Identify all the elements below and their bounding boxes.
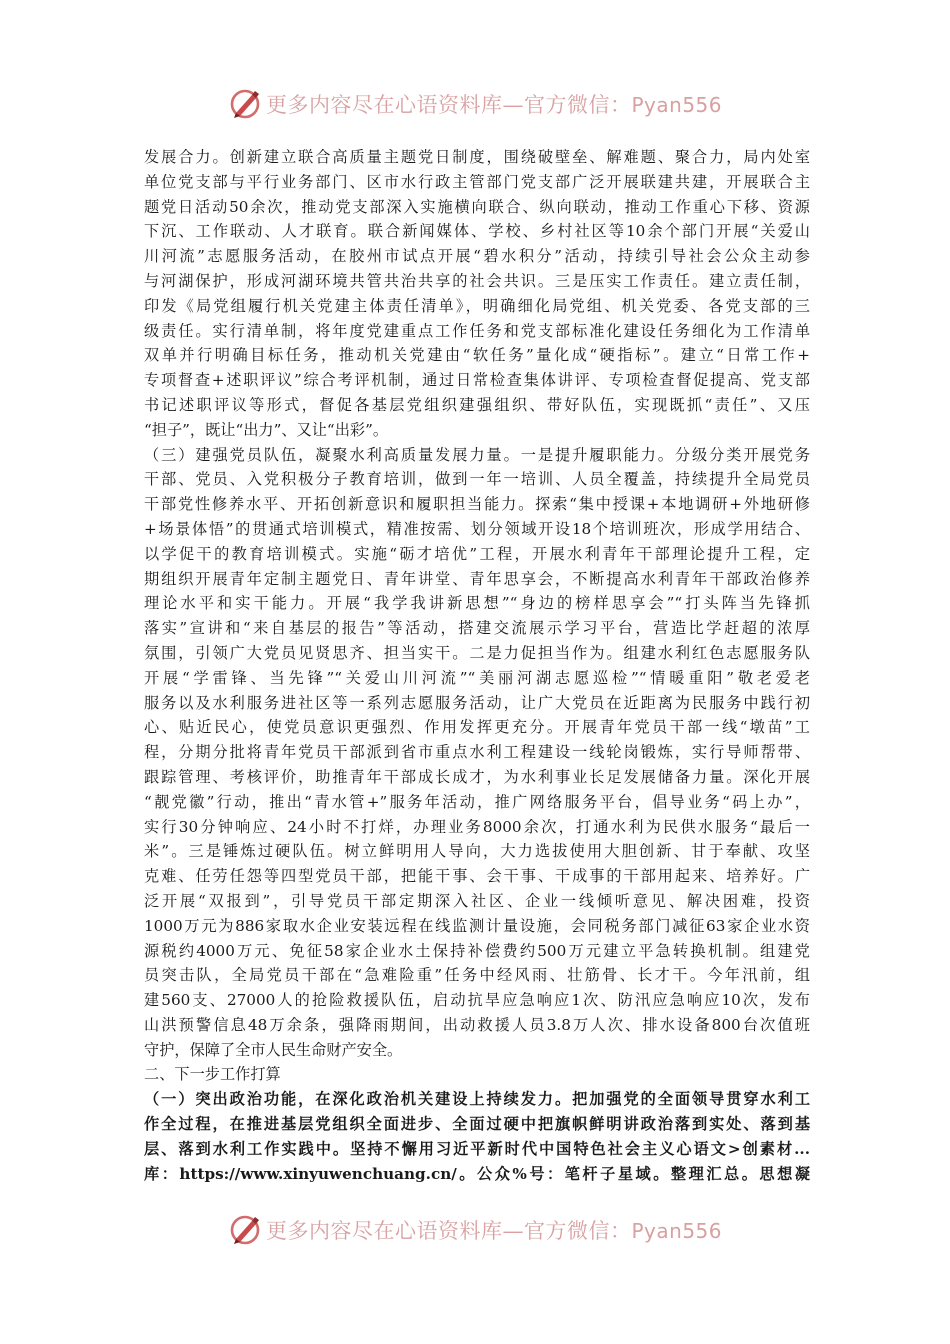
watermark-contact: Pyan556 [631,1219,722,1243]
text-line: 程，分期分批将青年党员干部派到省市重点水利工程建设一线轮岗锻炼，实行导师帮带、 [144,743,810,762]
text-line: 发展合力。创新建立联合高质量主题党日制度，围绕破壁垒、解难题、聚合力，局内处室 [144,148,810,166]
text-line: 作全过程，在推进基层党组织全面进步、全面过硬中把旗帜鲜明讲政治落到实处、落到基 [144,1115,810,1134]
text-line: 源税约4000万元、免征58家企业水土保持补偿费约500万元建立平急转换机制。组建党 [144,941,810,960]
text-line: 级责任。实行清单制，将年度党建重点工作任务和党支部标准化建设任务细化为工作清单 [144,321,810,340]
text-line: 守护，保障了全市人民生命财产安全。 [144,1040,403,1059]
text-line: 泛开展“双报到”，引导党员干部定期深入社区、企业一线倾听意见、解决困难，投资 [144,891,810,910]
text-line: 氛围，引领广大党员见贤思齐、担当实干。二是力促担当作为。组建水利红色志愿服务队 [144,643,810,662]
text-line: 层、落到水利工作实践中。坚持不懈用习近平新时代中国特色社会主义心语文>创素材... [144,1139,810,1158]
text-line: 山洪预警信息48万余条，强降雨期间，出动救援人员3.8万人次、排水设备800台次值班 [144,1015,810,1034]
text-line: 心、贴近民心，使党员意识更强烈、作用发挥更充分。开展青年党员干部一线“墩苗”工 [144,718,810,737]
text-line: +场景体悟”的贯通式培训模式，精准按需、划分领域开设18个培训班次，形成学用结合、 [144,519,810,538]
text-line: （一）突出政治功能，在深化政治机关建设上持续发力。把加强党的全面领导贯穿水利工 [144,1090,810,1109]
pen-logo-icon [228,1213,262,1247]
text-line: 落实”宣讲和“来自基层的报告”等活动，搭建交流展示学习平台，营造比学赶超的浓厚 [144,619,810,638]
text-line: 员突击队，全局党员干部在“急难险重”任务中经风雨、壮筋骨、长才干。今年汛前，组 [144,966,810,985]
text-line: 1000万元为886家取水企业安装远程在线监测计量设施，会同税务部门减征63家企业水资 [144,916,810,935]
text-line: 印发《局党组履行机关党建主体责任清单》，明确细化局党组、机关党委、各党支部的三 [144,296,810,315]
text-line: 单位党支部与平行业务部门、区市水行政主管部门党支部广泛开展联建共建，开展联合主 [144,172,810,191]
watermark-text: 更多内容尽在心语资料库—官方微信：Pyan556 [265,93,722,117]
watermark-banner-bottom [0,1208,950,1252]
text-line: 干部、党员、入党积极分子教育培训，做到一年一培训、人员全覆盖，持续提升全局党员 [144,470,810,489]
text-line: 干部党性修养水平、开拓创新意识和履职担当能力。探索“集中授课+本地调研+外地研修 [144,495,810,514]
text-line: 以学促干的教育培训模式。实施“砺才培优”工程，开展水利青年干部理论提升工程，定 [144,544,810,563]
text-line: 川河流”志愿服务活动，在胶州市试点开展“碧水积分”活动，持续引导社会公众主动参 [144,247,810,266]
text-line: 实行30分钟响应、24小时不打烊，办理业务8000余次，打通水利为民供水服务“最后一 [144,817,810,836]
watermark-text: 更多内容尽在心语资料库—官方微信：Pyan556 [265,1219,722,1243]
text-line: 开展“学雷锋、当先锋”“关爱山川河流”“美丽河湖志愿巡检”“情暖重阳”敬老爱老 [144,668,810,687]
text-line: 克难、任劳任怨等四型党员干部，把能干事、会干事、干成事的干部用起来、培养好。广 [144,867,810,886]
text-line: 米”。三是锤炼过硬队伍。树立鲜明用人导向，大力选拔使用大胆创新、甘于奉献、攻坚 [144,842,810,861]
text-line: 书记述职评议等形式，督促各基层党组织建强组织、带好队伍，实现既抓“责任”、又压 [144,395,810,414]
document-body [144,145,810,1186]
text-line: 与河湖保护，形成河湖环境共管共治共享的社会共识。三是压实工作责任。建立责任制， [144,271,810,290]
text-line: 专项督查+述职评议”综合考评机制，通过日常检查集体讲评、专项检查督促提高、党支部 [144,371,810,390]
text-line: （三）建强党员队伍，凝聚水利高质量发展力量。一是提升履职能力。分级分类开展党务 [144,445,810,464]
text-line: “靓党徽”行动，推出“青水管+”服务年活动，推广网络服务平台，倡导业务“码上办”， [144,792,810,811]
text-line: 跟踪管理、考核评价，助推青年干部成长成才，为水利事业长足发展储备力量。深化开展 [144,767,810,786]
text-line: 服务以及水利服务进社区等一系列志愿服务活动，让广大党员在近距离为民服务中践行初 [144,693,810,712]
watermark-banner-top [0,82,950,126]
text-line: 期组织开展青年定制主题党日、青年讲堂、青年思享会，不断提高水利青年干部政治修养 [144,569,810,588]
text-line: 二、下一步工作打算 [144,1065,281,1084]
pen-logo-icon [228,87,262,121]
text-line: 下沉、工作联动、人才联育。联合新闻媒体、学校、乡村社区等10余个部门开展“关爱山 [144,222,810,241]
text-line: 理论水平和实干能力。开展“我学我讲新思想”“身边的榜样思享会”“打头阵当先锋抓 [144,594,810,613]
text-line: 双单并行明确目标任务，推动机关党建由“软任务”量化成“硬指标”。建立“日常工作+ [144,346,810,365]
watermark-contact: Pyan556 [631,93,722,117]
text-line: 建560支、27000人的抢险救援队伍，启动抗旱应急响应1次、防汛应急响应10次，发布 [144,991,810,1010]
text-line: “担子”，既让“出力”、又让“出彩”。 [144,420,389,439]
text-line: 库：https://www.xinyuwenchuang.cn/。公众%号：笔杆子星域。整理汇总。思想凝 [144,1164,810,1183]
text-line: 题党日活动50余次，推动党支部深入实施横向联合、纵向联动，推动工作重心下移、资源 [144,197,810,216]
